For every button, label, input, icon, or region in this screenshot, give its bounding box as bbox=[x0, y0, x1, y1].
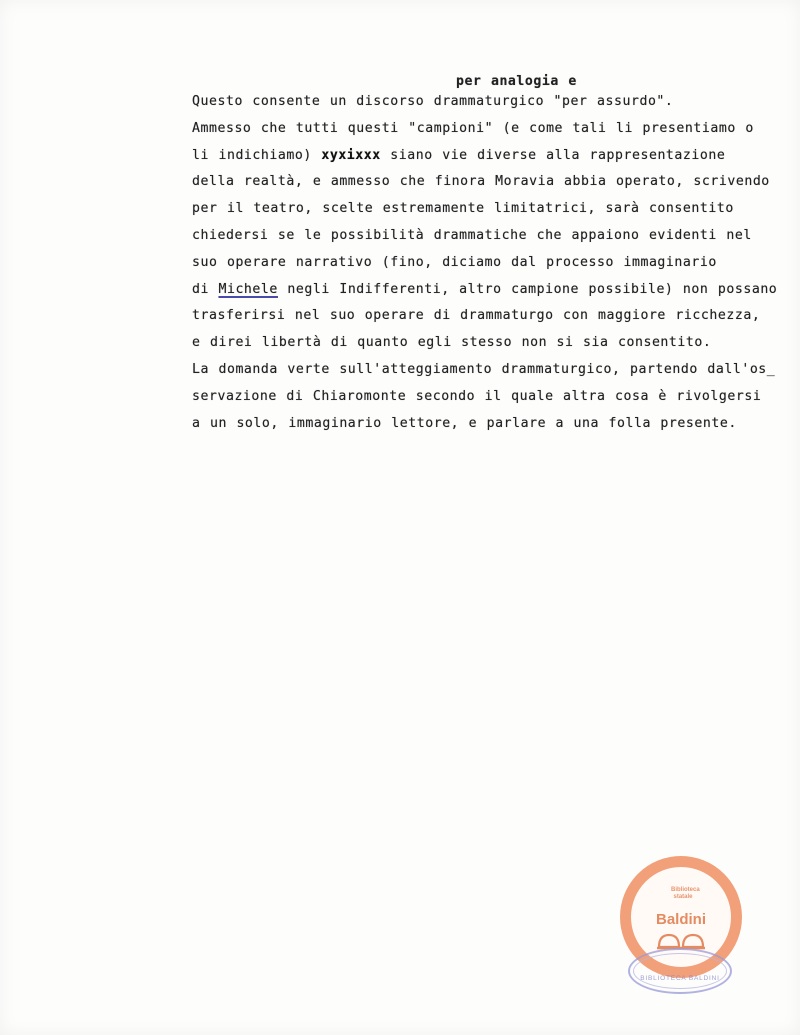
text-line-11: La domanda verte sull'atteggiamento drammaturgico, partendo dall'os_ bbox=[192, 361, 776, 377]
text-line-1: Questo consente un discorso drammaturgico "per assurdo". bbox=[192, 94, 674, 109]
stamp-small-text: Biblioteca statale bbox=[671, 887, 700, 900]
text-line-5: per il teatro, scelte estremamente limitatrici, sarà consentito bbox=[192, 201, 734, 217]
text-line-10: e direi libertà di quanto egli stesso non si sia consentito. bbox=[192, 335, 712, 351]
text-line-8-rest: negli Indifferenti, altro campione possibile) non possano bbox=[277, 281, 778, 297]
text-line-6: chiedersi se le possibilità drammatiche che appaiono evidenti nel bbox=[192, 227, 752, 243]
text-line-3-rest: siano vie diverse alla rappresentazione bbox=[380, 147, 726, 163]
overtyped-word: xyxixxx bbox=[321, 147, 381, 163]
text-line-12: servazione di Chiaromonte secondo il quale altra cosa è rivolgersi bbox=[192, 388, 762, 404]
text-line-4: della realtà, e ammesso che finora Moravia abbia operato, scrivendo bbox=[192, 174, 770, 190]
oval-stamp-text: BIBLIOTECA BALDINI bbox=[640, 975, 720, 982]
text-line-3 bbox=[192, 147, 782, 174]
text-line-3-start: li indichiamo) bbox=[192, 147, 322, 163]
text-line-9: trasferirsi nel suo operare di drammaturgo con maggiore ricchezza, bbox=[192, 308, 761, 324]
text-line-7: suo operare narrativo (fino, diciamo dal processo immaginario bbox=[192, 254, 717, 270]
stamp-name: Baldini bbox=[655, 911, 706, 928]
handwritten-insertion: per analogia e bbox=[456, 74, 577, 89]
text-line-8 bbox=[192, 281, 782, 308]
typed-body bbox=[192, 93, 782, 441]
text-line-8-start: di bbox=[192, 281, 219, 297]
text-line-13: a un solo, immaginario lettore, e parlare a una folla presente. bbox=[192, 415, 737, 431]
underlined-name: Michele bbox=[218, 281, 278, 297]
text-line-2: Ammesso che tutti questi "campioni" (e come tali li presentiamo o bbox=[192, 120, 754, 136]
ink-oval-stamp bbox=[628, 948, 732, 994]
ink-oval-inner bbox=[633, 953, 727, 989]
